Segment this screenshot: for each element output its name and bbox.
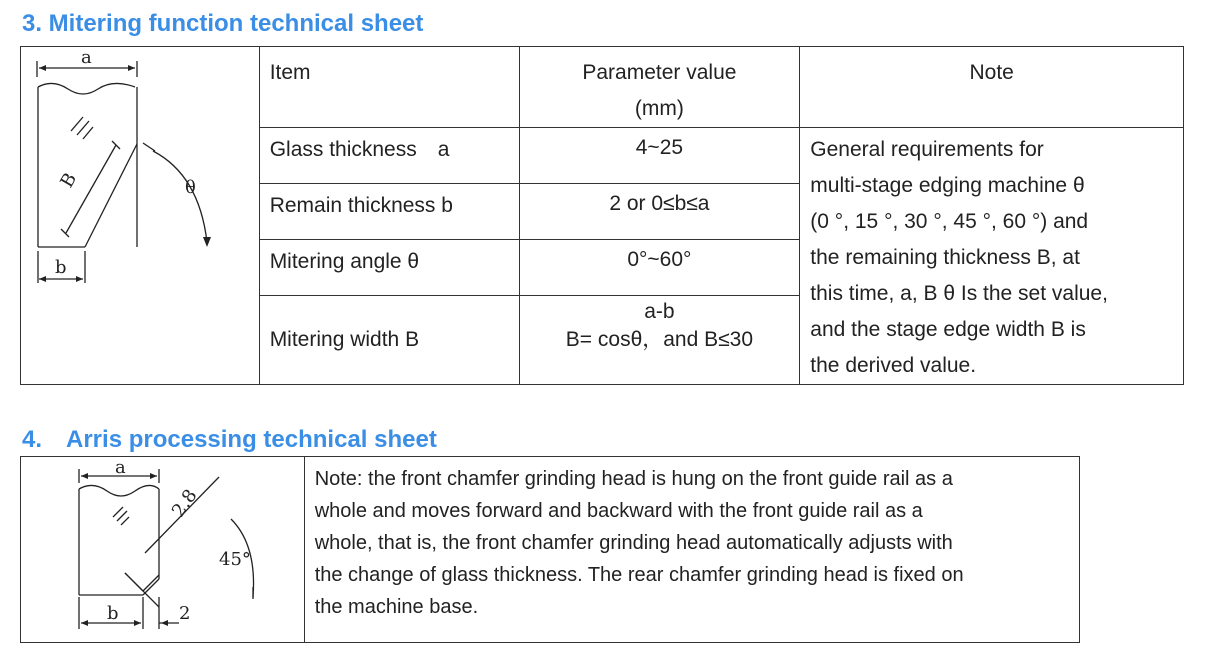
header-note [800,47,1184,128]
param-remain-thickness: 2 or 0≤b≤a [609,192,710,216]
table-row-param [519,184,800,240]
item-glass-thickness: Glass thickness a [269,138,450,161]
table-row-param [519,128,800,184]
header-item-text: Item [269,61,311,84]
note-line: the derived value. [810,354,977,377]
param-glass-thickness: 4~25 [635,136,684,159]
note-cell [800,128,1184,385]
diagram-label-a: a [81,47,92,68]
item-remain-thickness: Remain thickness b [269,194,453,218]
diagram-label-B: B [56,169,82,192]
table-row-item [259,240,519,296]
formula-numerator: a-b [644,300,675,324]
note-line: and the stage edge width B is [810,318,1086,341]
diagram-label-a: a [115,457,126,478]
note-line: the remaining thickness B, at [810,246,1080,269]
note-line: the machine base. [314,596,479,618]
table-row-param [519,296,800,385]
item-mitering-angle: Mitering angle θ [269,250,420,274]
arris-diagram [21,457,304,642]
section-4-heading: 4. Arris processing technical sheet [22,426,437,453]
diagram-label-b: b [107,603,119,624]
table-row-param [519,240,800,296]
header-note-text: Note [969,61,1014,84]
header-parameter-line2: (mm) [634,97,684,120]
table-row-item [259,296,519,385]
note-line: (0 °, 15 °, 30 °, 45 °, 60 °) and [810,210,1089,233]
note-line: whole and moves forward and backward with the front guide rail as a [314,500,923,522]
mitering-diagram-cell [21,47,260,385]
note-line: this time, a, B θ Is the set value, [810,282,1108,305]
note-line: the change of glass thickness. The rear chamfer grinding head is fixed on [314,564,964,586]
header-parameter [519,47,800,128]
arris-technical-table [20,456,1080,643]
param-mitering-angle: 0°~60° [627,248,692,272]
arris-note-cell [304,457,1079,643]
diagram-label-2: 2 [179,603,191,624]
diagram-label-b: b [55,257,67,278]
header-parameter-line1: Parameter value [582,61,737,84]
arris-diagram-cell [21,457,305,643]
diagram-label-theta: θ [185,177,196,198]
note-line: General requirements for [810,138,1044,161]
header-item [259,47,519,128]
section-3-heading: 3. Mitering function technical sheet [22,10,424,37]
mitering-diagram [21,47,259,374]
formula-line: B= cosθ，and B≤30 [565,328,754,352]
mitering-technical-table [20,46,1184,385]
table-row-item [259,128,519,184]
note-line: whole, that is, the front chamfer grinding head automatically adjusts with [314,532,953,554]
note-line: Note: the front chamfer grinding head is hung on the front guide rail as a [314,468,953,490]
table-row-item [259,184,519,240]
diagram-label-45: 45° [219,549,251,570]
item-mitering-width: Mitering width B [269,328,420,352]
note-line: multi-stage edging machine θ [810,174,1085,197]
diagram-label-2-8: 2.8 [167,485,202,522]
